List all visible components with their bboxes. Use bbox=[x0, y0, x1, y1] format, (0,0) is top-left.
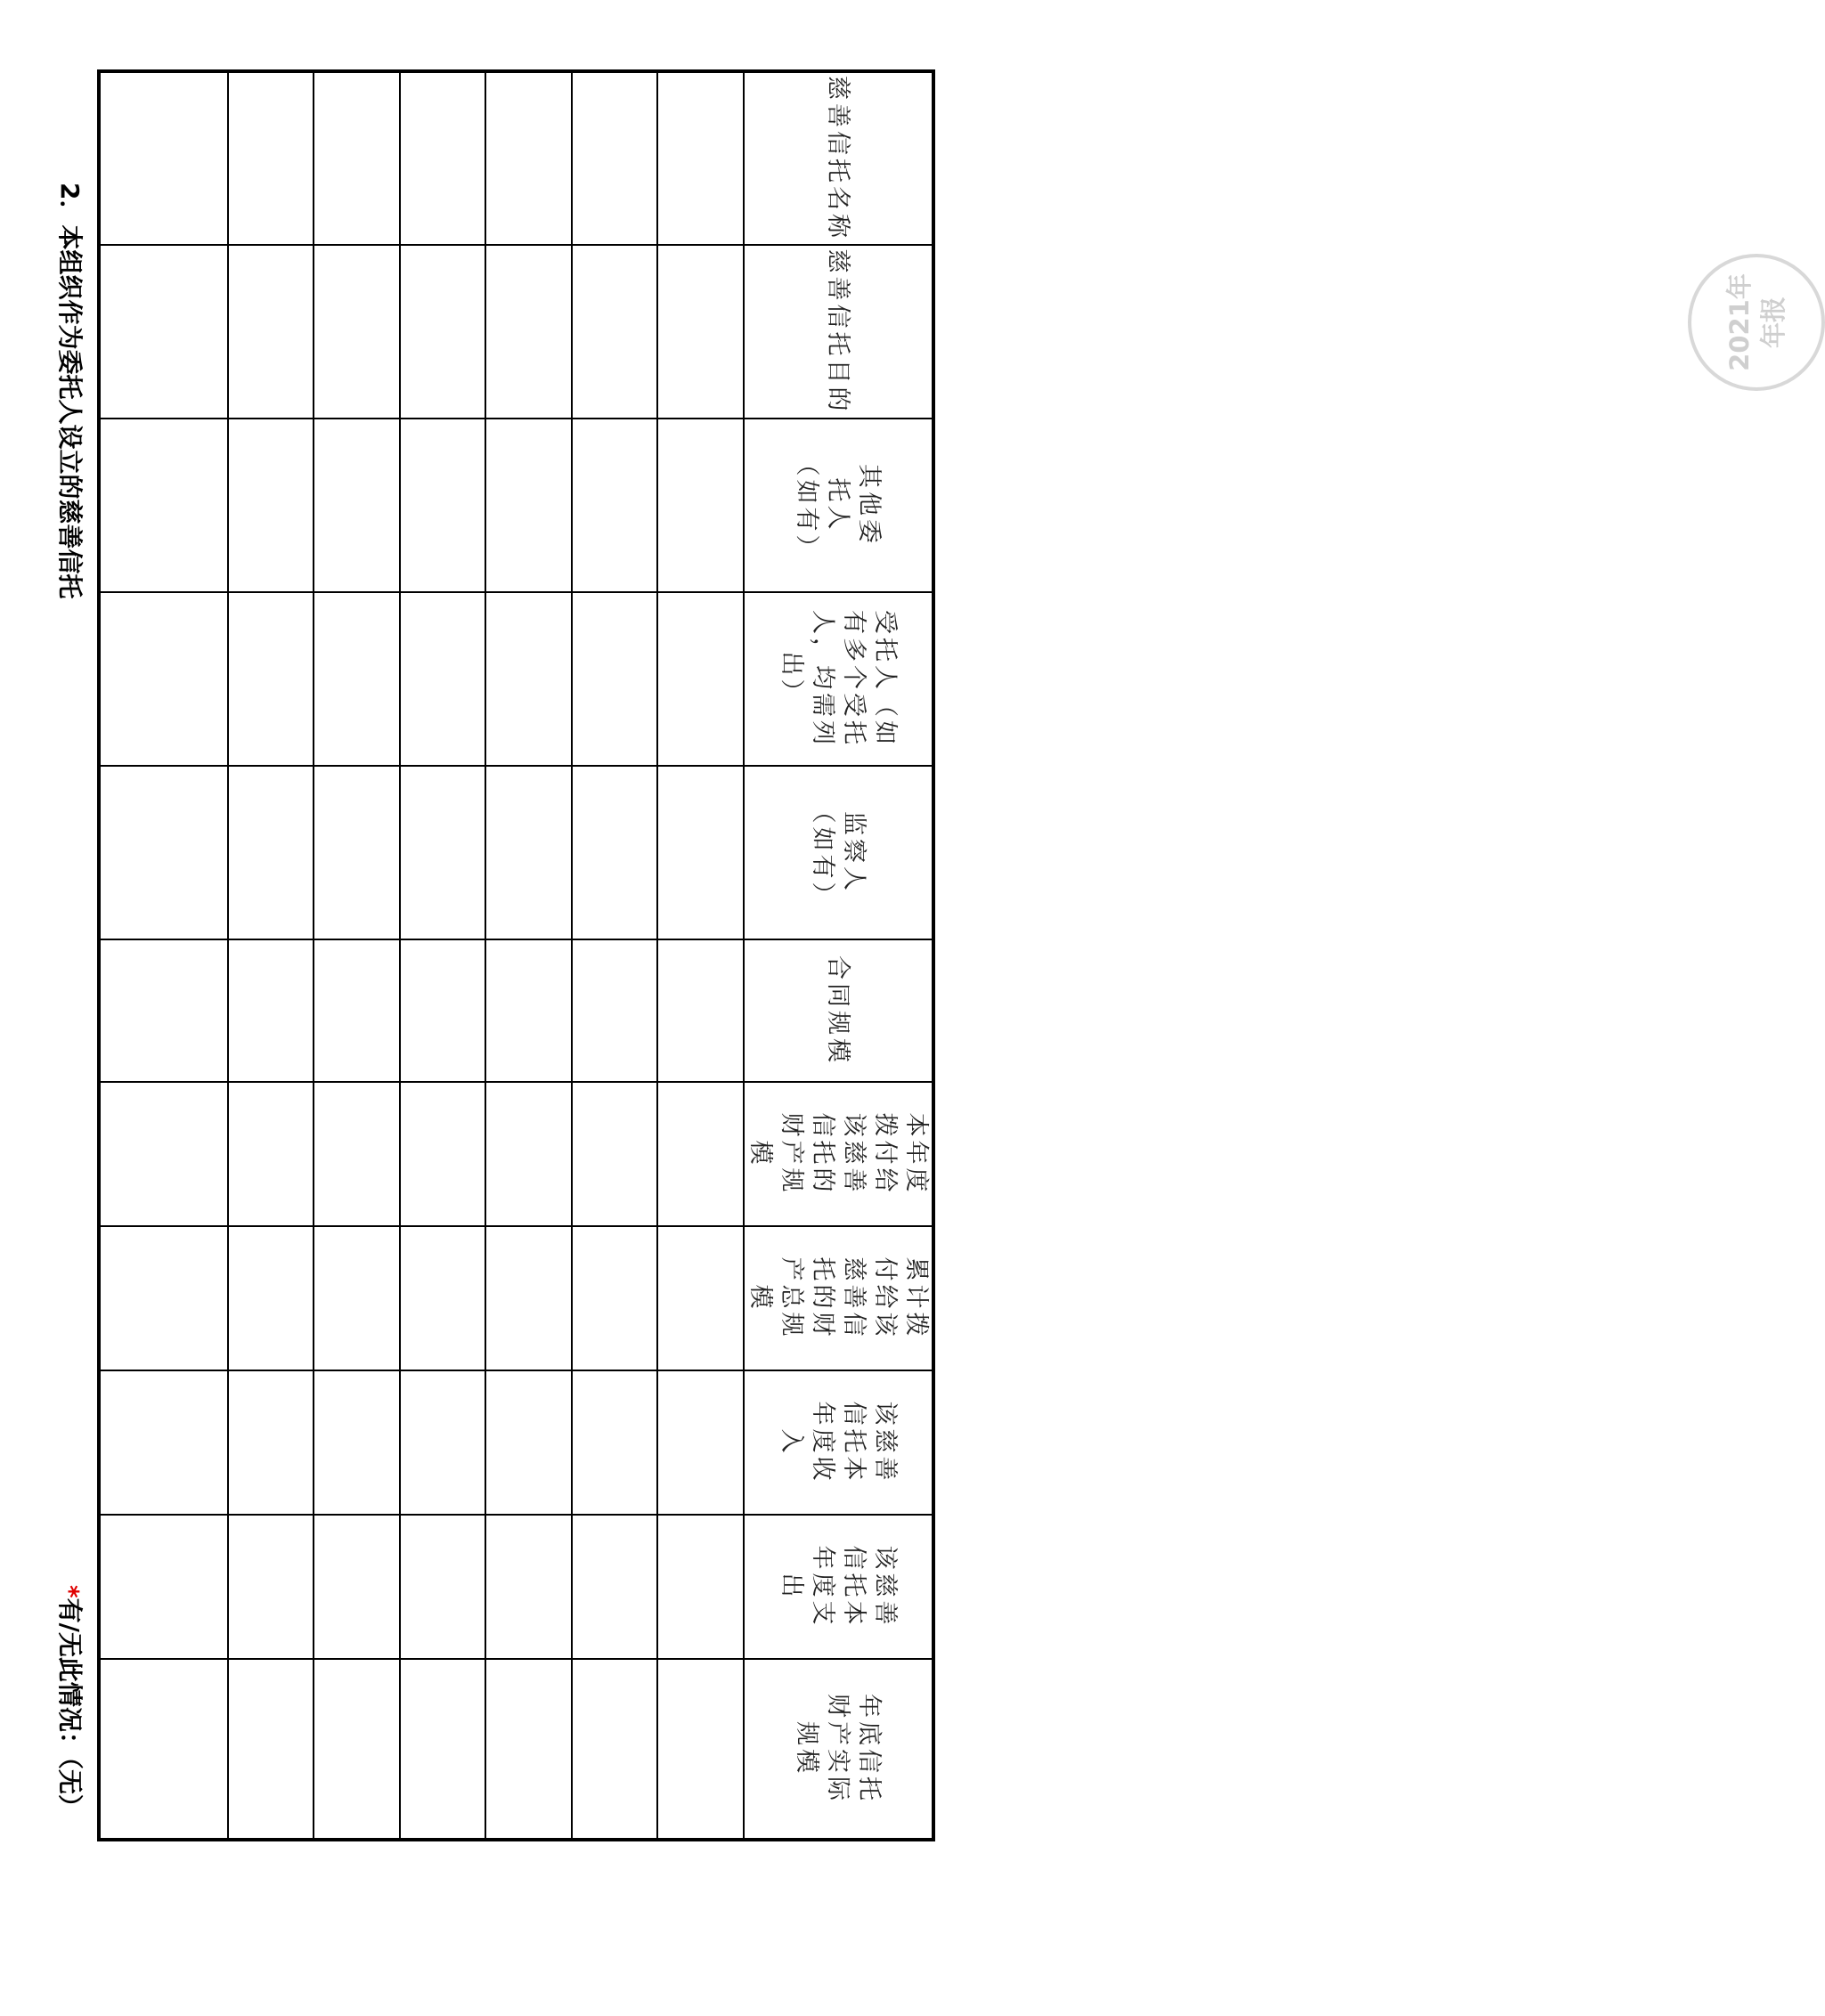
table-cell bbox=[314, 1370, 400, 1515]
table-cell bbox=[485, 1515, 572, 1659]
table-cell bbox=[485, 939, 572, 1082]
table-cell bbox=[657, 71, 744, 245]
table-cell bbox=[99, 766, 228, 939]
table-cell bbox=[485, 1370, 572, 1515]
required-marker: * bbox=[55, 1585, 85, 1598]
table-cell bbox=[400, 1370, 486, 1515]
header-cell: 该慈善信托本年度支出 bbox=[744, 1515, 933, 1659]
table-cell bbox=[314, 939, 400, 1082]
table-cell bbox=[485, 1659, 572, 1840]
table-row bbox=[572, 71, 658, 1840]
table-cell bbox=[485, 1082, 572, 1226]
table-cell bbox=[314, 1226, 400, 1370]
annual-report-stamp bbox=[1688, 254, 1825, 391]
table-cell bbox=[572, 71, 658, 245]
charity-trust-table bbox=[97, 69, 935, 1841]
table-cell bbox=[485, 419, 572, 592]
table-cell bbox=[572, 592, 658, 766]
table-cell bbox=[485, 592, 572, 766]
table-cell bbox=[314, 1515, 400, 1659]
status-line bbox=[53, 1585, 89, 1819]
table-cell bbox=[657, 939, 744, 1082]
table-cell bbox=[400, 592, 486, 766]
table-row bbox=[228, 71, 314, 1840]
table-cell bbox=[400, 1659, 486, 1840]
table-cell bbox=[485, 1226, 572, 1370]
table-cell bbox=[400, 245, 486, 419]
table-cell bbox=[485, 245, 572, 419]
table-cell bbox=[485, 71, 572, 245]
table-cell bbox=[314, 71, 400, 245]
table-cell bbox=[657, 419, 744, 592]
table-cell bbox=[657, 1226, 744, 1370]
table-cell bbox=[572, 245, 658, 419]
header-cell: 该慈善信托本年度收入 bbox=[744, 1370, 933, 1515]
table-cell bbox=[228, 1659, 314, 1840]
table-cell bbox=[400, 71, 486, 245]
header-cell: 累计拨付给该慈善信托的财产总规模 bbox=[744, 1226, 933, 1370]
table-cell bbox=[314, 592, 400, 766]
table-cell bbox=[400, 1515, 486, 1659]
table-row bbox=[99, 71, 228, 1840]
table-cell bbox=[572, 1370, 658, 1515]
header-cell: 慈善信托目的 bbox=[744, 245, 933, 419]
table-cell bbox=[572, 1515, 658, 1659]
section-title: 2．本组织作为委托人设立的慈善信托 bbox=[55, 183, 85, 599]
table-cell bbox=[99, 245, 228, 419]
table-cell bbox=[99, 1659, 228, 1840]
table-cell bbox=[228, 1082, 314, 1226]
table-row bbox=[657, 71, 744, 1840]
table-cell bbox=[314, 419, 400, 592]
header-cell: 慈善信托名称 bbox=[744, 71, 933, 245]
table-row bbox=[314, 71, 400, 1840]
table-cell bbox=[99, 1370, 228, 1515]
header-cell: 监察人（如有） bbox=[744, 766, 933, 939]
table-cell bbox=[228, 245, 314, 419]
table-cell bbox=[400, 939, 486, 1082]
table-cell bbox=[657, 1515, 744, 1659]
header-row bbox=[744, 71, 933, 1840]
table-cell bbox=[228, 71, 314, 245]
table-cell bbox=[314, 1659, 400, 1840]
table-cell bbox=[228, 419, 314, 592]
table-cell bbox=[99, 939, 228, 1082]
status-text: 有/无此情况：（无） bbox=[55, 1597, 85, 1819]
table-cell bbox=[314, 245, 400, 419]
table-cell bbox=[400, 1226, 486, 1370]
table-row bbox=[400, 71, 486, 1840]
header-cell: 受托人（如有多个受托人，均需列出） bbox=[744, 592, 933, 766]
table-cell bbox=[228, 1370, 314, 1515]
table-cell bbox=[657, 1659, 744, 1840]
header-cell: 合同规模 bbox=[744, 939, 933, 1082]
table-cell bbox=[572, 1659, 658, 1840]
table-cell bbox=[572, 766, 658, 939]
table-cell bbox=[314, 766, 400, 939]
stamp-label: 年报 bbox=[1758, 297, 1788, 349]
table-cell bbox=[228, 592, 314, 766]
table-cell bbox=[228, 1515, 314, 1659]
header-cell: 本年度拨付给该慈善信托的财产规模 bbox=[744, 1082, 933, 1226]
table-cell bbox=[657, 1082, 744, 1226]
table-cell bbox=[99, 419, 228, 592]
table-cell bbox=[657, 245, 744, 419]
table-cell bbox=[572, 419, 658, 592]
table-cell bbox=[485, 766, 572, 939]
table-cell bbox=[228, 766, 314, 939]
table-cell bbox=[99, 1515, 228, 1659]
table-cell bbox=[657, 766, 744, 939]
table-row bbox=[485, 71, 572, 1840]
table-cell bbox=[657, 1370, 744, 1515]
stamp-year: 2021年 bbox=[1724, 273, 1755, 371]
table-cell bbox=[657, 592, 744, 766]
table-cell bbox=[572, 1226, 658, 1370]
table-cell bbox=[228, 1226, 314, 1370]
table-cell bbox=[99, 71, 228, 245]
table-cell bbox=[572, 1082, 658, 1226]
table-cell bbox=[400, 766, 486, 939]
table-cell bbox=[400, 419, 486, 592]
table-cell bbox=[572, 939, 658, 1082]
header-cell: 其他委托人（如有） bbox=[744, 419, 933, 592]
header-cell: 年底信托财产实际规模 bbox=[744, 1659, 933, 1840]
table-cell bbox=[99, 1226, 228, 1370]
table-cell bbox=[99, 592, 228, 766]
table-cell bbox=[99, 1082, 228, 1226]
table-cell bbox=[400, 1082, 486, 1226]
table-cell bbox=[314, 1082, 400, 1226]
table-cell bbox=[228, 939, 314, 1082]
